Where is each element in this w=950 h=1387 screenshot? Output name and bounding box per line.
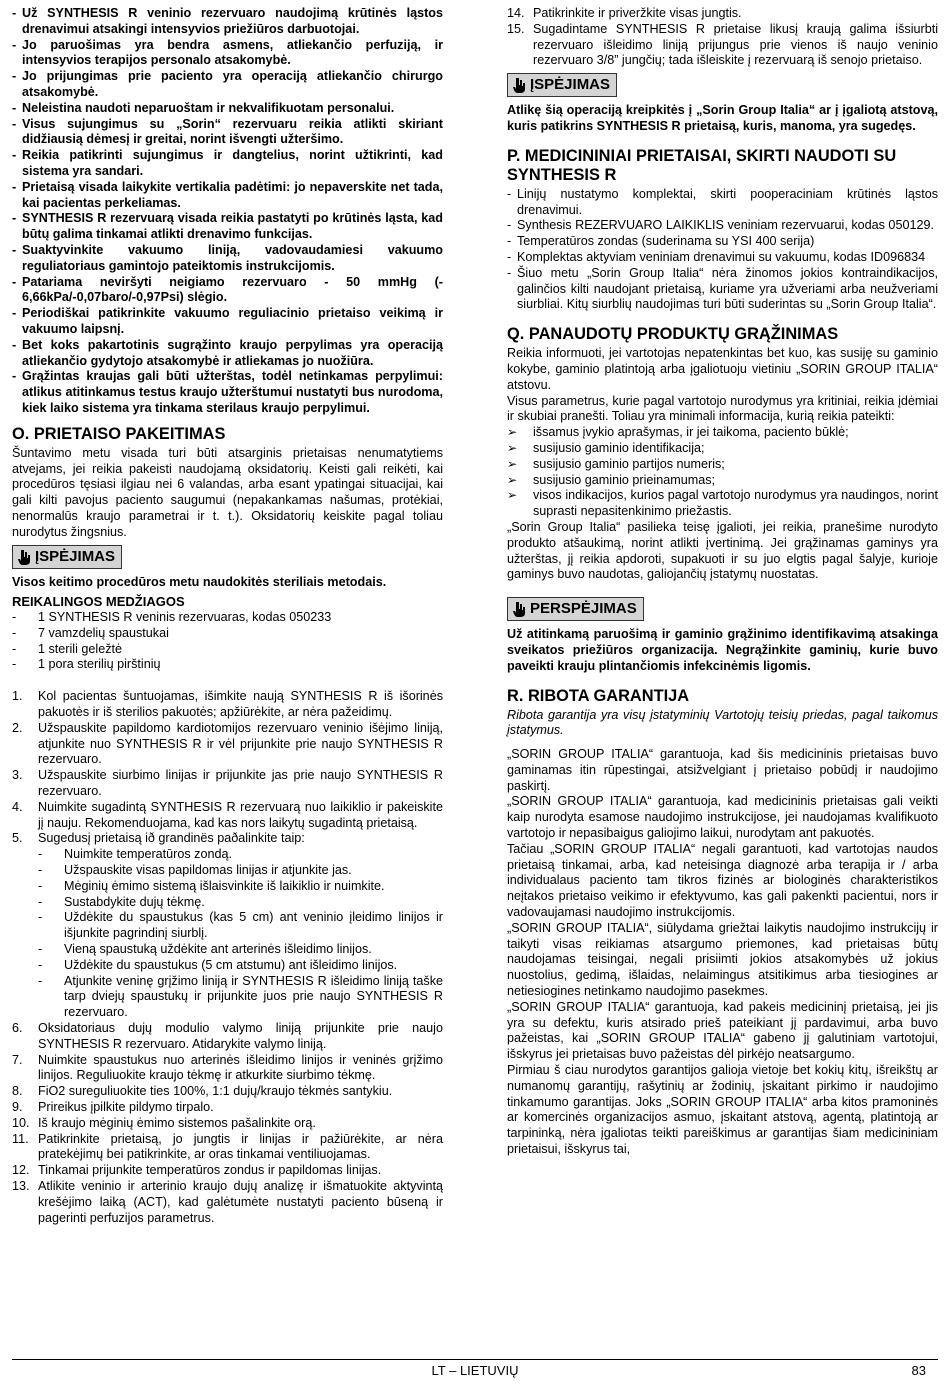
right-column — [507, 6, 938, 1158]
list-item: - SYNTHESIS R rezervuarą visada reikia pastatyti po krūtinės ląsta, kad būtų galima tinkamai atlikti drenavimo funkcijas. — [12, 211, 443, 243]
list-item: - Mėginių ėmimo sistemą išlaisvinkite iš laikiklio ir nuimkite. — [38, 879, 443, 895]
step-item: 6. Oksidatoriaus dujų modulio valymo liniją prijunkite prie naujo SYNTHESIS R rezervuaro. Atidarykite valymo liniją. — [12, 1021, 443, 1051]
list-item: - Užspauskite visas papildomas linijas ir atjunkite jas. — [38, 863, 443, 879]
section-r-paragraph: „SORIN GROUP ITALIA“, siūlydama griežtai laikytis naudojimo instrukcijų ir taikyti visas reikiamas atsargumo priemones, kad prietaisas būtų naudojamas teisingai, negali prisiimti jokios atsakomybės už jokius nuostolius, gedimą, išlaidas, nelaimingus atsitikimus arba tiesiogines ar netiesiogines netinkamo naudojimo pasekmes. — [507, 920, 938, 999]
list-item: ➢ susijusio gaminio prieinamumas; — [507, 473, 938, 489]
list-item: - Periodiškai patikrinkite vakuumo reguliacinio prietaiso veikimą ir vakuumo laipsnį. — [12, 306, 443, 338]
section-p-list — [507, 187, 938, 313]
warning-label: ĮSPĖJIMAS — [530, 76, 611, 94]
list-item: - Reikia patikrinti sujungimus ir dangtelius, norint užtikrinti, kad sistema yra sandari. — [12, 148, 443, 180]
list-item: - 1 pora sterilių pirštinių — [12, 657, 443, 673]
caution-text: Už atitinkamą paruošimą ir gaminio grąžinimo identifikavimą atsakinga sveikatos priežiūros organizacija. Negrąžinkite gaminių, kurie buvo paveikti krauju plintančiomis infekcinėmis ligomis. — [507, 627, 938, 673]
list-item: - Vieną spaustuką uždėkite ant arterinės išleidimo linijos. — [38, 942, 443, 958]
list-item: - Nuimkite temperatūros zondą. — [38, 847, 443, 863]
section-p-title: P. MEDICININIAI PRIETAISAI, SKIRTI NAUDOTI SU SYNTHESIS R — [507, 146, 897, 184]
materials-title: REIKALINGOS MEDŽIAGOS — [12, 594, 185, 610]
hand-icon — [17, 549, 31, 565]
list-item: ➢ išsamus įvykio aprašymas, ir jei taikoma, paciento būklė; — [507, 425, 938, 441]
list-item: ➢ susijusio gaminio identifikacija; — [507, 441, 938, 457]
step-item: 12. Tinkamai prijunkite temperatūros zondus ir papildomas linijas. — [12, 1163, 382, 1178]
page-footer — [12, 1359, 938, 1384]
step-item: 4. Nuimkite sugadintą SYNTHESIS R rezervuarą nuo laikiklio ir pakeiskite jį nauju. Rekomenduojama, kad kas nors laikytų sugadintą prietaisą. — [12, 799, 443, 830]
section-q-paragraph: Visus parametrus, kurie pagal vartotojo nurodymus yra kritiniai, reikia įdėmiai ir skubiai pranešti. Toliau yra minimali informacija, kurią reikia pateikti: — [507, 393, 938, 424]
section-q-paragraph: Reikia informuoti, jei vartotojas nepatenkintas bet kuo, kas susiję su gaminio kokybe, gaminio platintoją arba įgaliotuoju vietiniu „SORIN GROUP ITALIA“ atstovu. — [507, 346, 938, 392]
list-item: - 1 SYNTHESIS R veninis rezervuaras, kodas 050233 — [12, 610, 443, 626]
section-r-paragraph: Tačiau „SORIN GROUP ITALIA“ negali garantuoti, kad vartotojas naudos prietaisą tinkamai, arba, kad neteisinga diagnozė arba terapija ir / arba individualaus paciento tam tikros fizinės ar biologinės charakteristikos neįtakos prietaiso veikimo ir efektyvumo, kas gali pakenkti pacientui, nors ir vadovaujamasi naudojimo instrukcijomis. — [507, 841, 938, 920]
warning-banner — [507, 73, 617, 97]
list-item: ➢ susijusio gaminio partijos numeris; — [507, 457, 938, 473]
list-item: - Jo prijungimas prie paciento yra operaciją atliekančio chirurgo atsakomybė. — [12, 69, 443, 101]
list-item: - Synthesis REZERVUARO LAIKIKLIS veniniam rezervuarui, kodas 050129. — [507, 218, 938, 234]
step-item: 3. Užspauskite siurbimo linijas ir prijunkite jas prie naujo SYNTHESIS R rezervuaro. — [12, 768, 443, 799]
footer-language: LT – LIETUVIŲ — [431, 1363, 519, 1378]
list-item: - Bet koks pakartotinis sugrąžinto kraujo perpylimas yra operaciją atliekančio gydytojo atsakomybė ir atliekamas jo nuožiūra. — [12, 338, 443, 370]
step-item: 8. FiO2 sureguliuokite ties 100%, 1:1 dujų/kraujo tėkmės santykiu. — [12, 1084, 393, 1099]
list-item: - Šiuo metu „Sorin Group Italia“ nėra žinomos jokios kontraindikacijos, galinčios kilti naudojant prietaisą, kuriame yra užveriami arba neužveriami siurbliai. Kitų siurblių naudojimas turi būti suderintas su „Sorin Group Italia“. — [507, 266, 938, 313]
section-r-paragraph: „SORIN GROUP ITALIA“ garantuoja, kad medicininis prietaisas gali veikti kaip nurodyta esamose naudojimo instrukcijose, jei naudojamas kvalifikuoto vartotojo ir nepasibaigus galiojimo laikui, nurodytam ant pakuotės. — [507, 794, 938, 841]
section-r-paragraph: Pirmiau š ciau nurodytos garantijos galioja vietoje bet kokių kitų, išreikštų ar numanomų garantijų, rašytinių ar žodinių, įskaitant pirkimo ir naudojimo tinkamumo garantijas. Joks „SORIN GROUP ITALIA“ arba kitos pramoninės ar komercinės organizacijos asmuo, įskaitant atstovą, agentą, platintoją ar tarpininką, nėra įgaliotas teikti pareiškimus ar garantijas šiam medicininiam prietaisui, išskyrus tai, — [507, 1063, 938, 1157]
list-item: - Visus sujungimus su „Sorin“ rezervuaru reikia atlikti skiriant didžiausią dėmesį ir greitai, norint išvengti užteršimo. — [12, 117, 443, 149]
section-q-title: Q. PANAUDOTŲ PRODUKTŲ GRĄŽINIMAS — [507, 325, 839, 344]
list-item: - Prietaisą visada laikykite vertikalia padėtimi: jo nepaverskite net tada, kai pacientas perkeliamas. — [12, 180, 443, 212]
section-q-paragraph: „Sorin Group Italia“ pasilieka teisę įgalioti, jei reikia, pranešime nurodyto produkto atšaukimą, norint atlikti įvertinimą. Jei grąžinamas gaminys yra užterštas, jį reikia apdoroti, supakuoti ir su juo elgtis pagal šalyje, kurioje gaminys buvo naudotas, galiojančių įstatymų nuostatas. — [507, 519, 938, 582]
section-o-text: Šuntavimo metu visada turi būti atsarginis prietaisas nenumatytiems atvejams, jei reikia pakeisti naudojamą oksidatorių. Keisti gali reikėti, kai procedūros tęsiasi ilgiau nei 6 valandas, arba esant ypatingai situacijai, kai gali kilti pavojus paciento saugumui (nepakankamas našumas, protėkiai, nenormalūs kraujo parametrai ir t. t.). Oksidatorių keiskite pagal toliau nurodytus žingsnius. — [12, 445, 443, 539]
step-item: 13. Atlikite veninio ir arterinio kraujo dujų analizę ir išmatuokite aktyvintą krešėjimo laiką (ACT), kad galėtumėte nustatyti paciento būseną ir pagerinti perfuzijos parametrus. — [12, 1178, 443, 1225]
step-item: 2. Užspauskite papildomo kardiotomijos rezervuaro veninio išėjimo liniją, atjunkite nuo SYNTHESIS R ir vėl prijunkite prie naujo SYNTHESIS R rezervuaro. — [12, 720, 443, 767]
list-item: - Linijų nustatymo komplektai, skirti pooperaciniam krūtinės ląstos drenavimui. — [507, 187, 938, 219]
step-item: 7. Nuimkite spaustukus nuo arterinės išleidimo linijos ir veninės grįžimo linijos. Reguliuokite kraujo tėkmę ir atkurkite siurbimo tėkmę. — [12, 1052, 443, 1083]
step-item: 1. Kol pacientas šuntuojamas, išimkite naują SYNTHESIS R iš išorinės pakuotės ir iš sterilios pakuotės; apžiūrėkite, ar nėra pažeidimų. — [12, 689, 443, 720]
list-item: - Neleistina naudoti neparuoštam ir nekvalifikuotam personalui. — [12, 101, 443, 117]
list-item: - Komplektas aktyviam veniniam drenavimui su vakuumu, kodas ID096834 — [507, 250, 938, 266]
warning-label: ĮSPĖJIMAS — [35, 547, 116, 565]
step-item: 5. Sugedusį prietaisą ið grandinës paðalinkite taip: - Nuimkite temperatūros zondą. - Užspauskite visas papildomas linijas ir atjunkite jas. - Mėginių ėmimo sistemą išlaisvinkite iš laikiklio ir nuimkite. - Sustabdykite dujų tėkmę. - Uždėkite du spaustukus (kas 5 cm) ant veninio įleidimo linijos ir išjunkite pagrindinį siurblį. - Vieną spaustuką uždėkite ant arterinės išleidimo linijos. - Uždėkite du spaustukus (5 cm atstumu) ant išleidimo linijos. - Atjunkite veninę grįžimo liniją ir SYNTHESIS R išleidimo liniją taške tarp dviejų spaustukų ir prijunkite juos prie naujo SYNTHESIS R rezervuaro. — [12, 831, 443, 1021]
caution-banner — [507, 597, 644, 621]
section-o-title: O. PRIETAISO PAKEITIMAS — [12, 424, 226, 443]
replacement-steps-continued — [507, 6, 938, 69]
list-item: - 1 sterili geležtė — [12, 642, 443, 658]
step5-sublist — [38, 847, 443, 1021]
caution-label: PERSPĖJIMAS — [530, 600, 637, 618]
step-item: 11. Patikrinkite prietaisą, jo jungtis ir linijas ir pažiūrėkite, ar nėra pratekėjimų bei patikrinkite, ar oras tinkamai ventiliuojamas. — [12, 1131, 443, 1162]
list-item: - Suaktyvinkite vakuumo liniją, vadovaudamiesi vakuumo reguliatoriaus gamintojo pateiktomis instrukcijomis. — [12, 243, 443, 275]
list-item: - Temperatūros zondas (suderinama su YSI 400 serija) — [507, 234, 938, 250]
list-item: - 7 vamzdelių spaustukai — [12, 626, 443, 642]
list-item: - Uždėkite du spaustukus (5 cm atstumu) ant išleidimo linijos. — [38, 958, 443, 974]
step-item: 14. Patikrinkite ir priveržkite visas jungtis. — [507, 6, 742, 20]
step-item: 9. Prireikus įpilkite pildymo tirpalo. — [12, 1100, 214, 1114]
replacement-steps — [12, 689, 443, 1226]
hand-icon — [512, 601, 526, 617]
list-item: - Grąžintas kraujas gali būti užterštas, todėl netinkamas perpylimui: atlikus atitinkamus testus kraujo užterštumui nustatyti bus nurodoma, kiek laiko sistema yra tinkama sterilaus kraujo perpylimui. — [12, 369, 443, 416]
step-item: 10. Iš kraujo mėginių ėmimo sistemos pašalinkite orą. — [12, 1115, 316, 1130]
materials-list — [12, 610, 443, 673]
section-r-paragraph: „SORIN GROUP ITALIA“ garantuoja, kad šis medicininis prietaisas buvo gaminamas itin rūpestingai, atsižvelgiant į prietaiso pobūdį ir naudojimo paskirtį. — [507, 747, 938, 793]
list-item: - Patariama neviršyti neigiamo rezervuaro - 50 mmHg (- 6,66kPa/-0,07baro/-0,97Psi) slėgio. — [12, 275, 443, 307]
section-r-intro: Ribota garantija yra visų įstatyminių Vartotojų teisių priedas, pagal taikomus įstatymus. — [507, 707, 938, 738]
page-number: 83 — [911, 1363, 926, 1378]
left-column — [12, 6, 443, 1226]
list-item: - Sustabdykite dujų tėkmę. — [38, 895, 443, 911]
list-item: - Atjunkite veninę grįžimo liniją ir SYNTHESIS R išleidimo liniją taške tarp dviejų spaustukų ir prijunkite juos prie naujo SYNTHESIS R rezervuaro. — [38, 974, 443, 1021]
list-item: - Uždėkite du spaustukus (kas 5 cm) ant veninio įleidimo linijos ir išjunkite pagrindinį siurblį. — [38, 910, 443, 942]
section-r-paragraph: „SORIN GROUP ITALIA“ garantuoja, kad pakeis medicininį prietaisą, jei jis yra su defektu, kuris atsirado prieš pateikiant jį pardavimui, arba buvo pažeistas, kai „SORIN GROUP ITALIA“ gabeno jį galutiniam vartotojui, išskyrus jei prietaisas buvo pažeistas dėl pirkėjo neatsargumo. — [507, 999, 938, 1062]
section-q-list — [507, 425, 938, 520]
warning-text: Visos keitimo procedūros metu naudokitės steriliais metodais. — [12, 574, 387, 589]
warning-banner — [12, 545, 122, 569]
list-item: - Jo paruošimas yra bendra asmens, atliekančio perfuziją, ir intensyvios terapijos personalo atsakomybė. — [12, 38, 443, 70]
section-r-title: R. RIBOTA GARANTIJA — [507, 686, 690, 705]
warning-text: Atlikę šią operaciją kreipkitės į „Sorin Group Italia“ ar į įgaliotą atstovą, kuris patikrins SYNTHESIS R prietaisą, kuris, manoma, yra sugedęs. — [507, 103, 938, 133]
step-item: 15. Sugadintame SYNTHESIS R prietaise likusį kraują galima išsiurbti rezervuaro išleidimo liniją prijungus prie vienos iš naujo veninio rezervuaro 3/8” jungčių; tada išleiskite į rezervuarą iš senojo prietaiso. — [507, 21, 938, 68]
list-item: ➢ visos indikacijos, kurios pagal vartotojo nurodymus yra naudingos, norint suprasti nepasitenkinimo priežastis. — [507, 488, 938, 520]
list-item: - Už SYNTHESIS R veninio rezervuaro naudojimą krūtinės ląstos drenavimui atsakingi intensyvios priežiūros darbuotojai. — [12, 6, 443, 38]
hand-icon — [512, 77, 526, 93]
safety-list — [12, 6, 443, 417]
